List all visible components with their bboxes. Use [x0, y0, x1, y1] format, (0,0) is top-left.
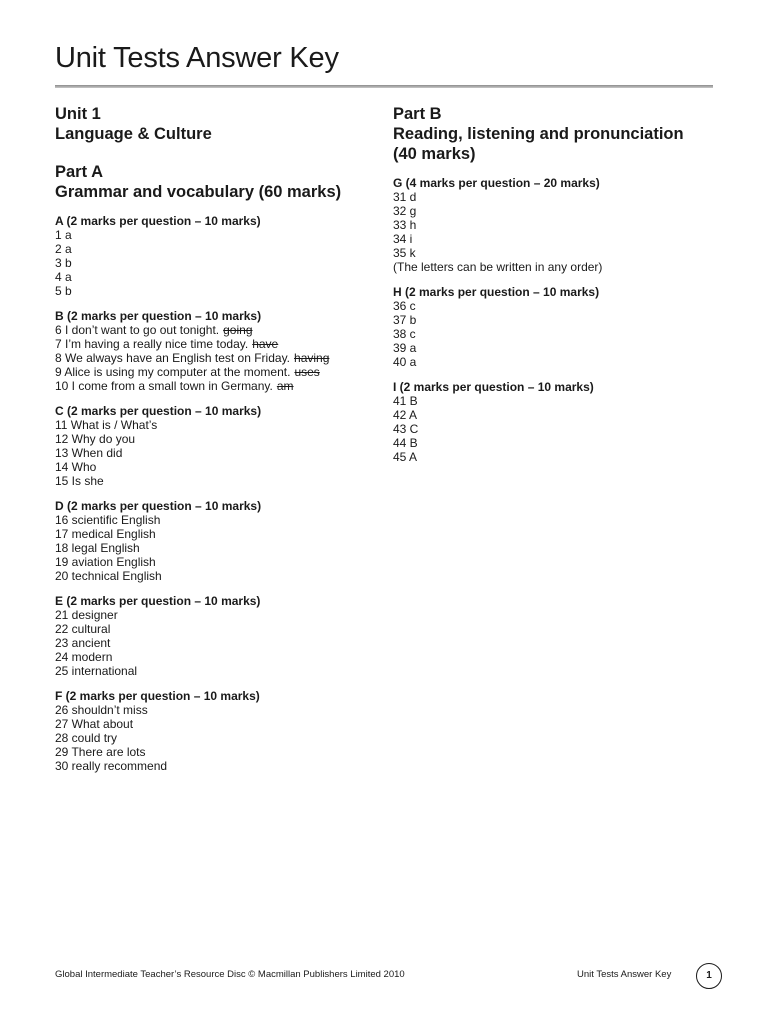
answer-line — [55, 717, 385, 731]
answer-line — [55, 664, 385, 678]
answer-line — [55, 337, 385, 351]
answer-text: 32 g — [393, 204, 417, 218]
answer-text: (The letters can be written in any order) — [393, 260, 603, 274]
answer-text: 31 d — [393, 190, 417, 204]
answer-line — [55, 365, 385, 379]
answer-line — [55, 418, 385, 432]
answer-line — [393, 327, 723, 341]
answer-text: 3 b — [55, 256, 72, 270]
answer-line — [55, 242, 385, 256]
answer-text: 35 k — [393, 246, 416, 260]
answer-line — [55, 513, 385, 527]
section-heading: G (4 marks per question – 20 marks) — [393, 176, 600, 190]
answer-text: 41 B — [393, 394, 418, 408]
answer-line — [55, 270, 385, 284]
answer-text: 13 When did — [55, 446, 123, 460]
answer-text: 45 A — [393, 450, 418, 464]
answer-line — [55, 636, 385, 650]
answer-line — [393, 355, 723, 369]
answer-text: 1 a — [55, 228, 72, 242]
answer-text: 40 a — [393, 355, 417, 369]
answer-line — [393, 299, 723, 313]
answer-text: 34 i — [393, 232, 413, 246]
section-heading: I (2 marks per question – 10 marks) — [393, 380, 594, 394]
struck-out-word: uses — [294, 365, 320, 379]
answer-section — [55, 689, 385, 773]
unit-heading: Unit 1 — [55, 105, 101, 123]
answer-text: 37 b — [393, 313, 417, 327]
section-heading: A (2 marks per question – 10 marks) — [55, 214, 261, 228]
answer-text: 22 cultural — [55, 622, 111, 636]
section-heading: E (2 marks per question – 10 marks) — [55, 594, 261, 608]
answer-line — [393, 394, 723, 408]
answer-text: 28 could try — [55, 731, 118, 745]
answer-line — [55, 555, 385, 569]
answer-text: 23 ancient — [55, 636, 111, 650]
section-heading: D (2 marks per question – 10 marks) — [55, 499, 262, 513]
answer-text: 16 scientific English — [55, 513, 161, 527]
answer-section — [393, 285, 723, 369]
answer-text: 17 medical English — [55, 527, 156, 541]
answer-text: 30 really recommend — [55, 759, 168, 773]
answer-text: 8 We always have an English test on Friday. — [55, 351, 291, 365]
answer-line — [55, 703, 385, 717]
answer-text: 4 a — [55, 270, 72, 284]
answer-line — [55, 527, 385, 541]
answer-text: 6 I don’t want to go out tonight. — [55, 323, 220, 337]
part-a-name-heading: Grammar and vocabulary (60 marks) — [55, 183, 342, 201]
answer-line — [55, 256, 385, 270]
unit-name-heading: Language & Culture — [55, 125, 212, 143]
answer-line — [393, 408, 723, 422]
page-title: Unit Tests Answer Key — [55, 42, 339, 74]
part-a-heading: Part A — [55, 163, 103, 181]
right-column — [393, 104, 723, 464]
answer-text: 12 Why do you — [55, 432, 136, 446]
answer-text: 14 Who — [55, 460, 97, 474]
part-b-heading: Part B — [393, 105, 442, 123]
struck-out-word: having — [294, 351, 330, 365]
answer-line — [55, 569, 385, 583]
answer-section — [393, 380, 723, 464]
answer-line — [55, 731, 385, 745]
answer-text: 29 There are lots — [55, 745, 146, 759]
answer-line — [393, 422, 723, 436]
part-b-name-line2: (40 marks) — [393, 145, 476, 163]
answer-text: 10 I come from a small town in Germany. — [55, 379, 273, 393]
answer-line — [393, 313, 723, 327]
answer-line — [393, 246, 723, 260]
struck-out-word: am — [276, 379, 294, 393]
answer-text: 36 c — [393, 299, 416, 313]
answer-text: 19 aviation English — [55, 555, 156, 569]
answer-line — [55, 759, 385, 773]
answer-line — [393, 341, 723, 355]
answer-section — [55, 404, 385, 488]
answer-text: 5 b — [55, 284, 72, 298]
answer-text: 24 modern — [55, 650, 113, 664]
struck-out-word: going — [223, 323, 253, 337]
answer-line — [393, 260, 723, 274]
answer-line — [55, 228, 385, 242]
answer-line — [55, 284, 385, 298]
answer-line — [55, 323, 385, 337]
left-column — [55, 104, 385, 773]
answer-text: 21 designer — [55, 608, 118, 622]
section-heading: C (2 marks per question – 10 marks) — [55, 404, 262, 418]
section-heading: F (2 marks per question – 10 marks) — [55, 689, 260, 703]
footer-copyright: Global Intermediate Teacher’s Resource Disc © Macmillan Publishers Limited 2010 — [55, 969, 405, 980]
part-b-name-line1: Reading, listening and pronunciation — [393, 125, 684, 143]
answer-line — [393, 204, 723, 218]
section-heading: B (2 marks per question – 10 marks) — [55, 309, 262, 323]
answer-text: 44 B — [393, 436, 418, 450]
answer-line — [55, 432, 385, 446]
footer-doc-title: Unit Tests Answer Key — [577, 969, 672, 980]
page-number-badge: 1 — [696, 963, 722, 989]
answer-text: 18 legal English — [55, 541, 140, 555]
right-sections — [393, 176, 723, 464]
answer-line — [393, 232, 723, 246]
answer-line — [55, 745, 385, 759]
answer-line — [55, 608, 385, 622]
title-divider — [55, 85, 713, 88]
answer-section — [55, 499, 385, 583]
answer-line — [55, 650, 385, 664]
answer-line — [393, 218, 723, 232]
section-heading: H (2 marks per question – 10 marks) — [393, 285, 600, 299]
left-sections — [55, 214, 385, 773]
answer-text: 33 h — [393, 218, 417, 232]
answer-line — [55, 351, 385, 365]
answer-text: 20 technical English — [55, 569, 162, 583]
answer-text: 9 Alice is using my computer at the moment. — [55, 365, 291, 379]
answer-line — [393, 190, 723, 204]
answer-text: 2 a — [55, 242, 72, 256]
answer-text: 26 shouldn’t miss — [55, 703, 148, 717]
answer-line — [55, 541, 385, 555]
answer-text: 39 a — [393, 341, 417, 355]
answer-text: 27 What about — [55, 717, 134, 731]
answer-section — [55, 594, 385, 678]
struck-out-word: have — [252, 337, 279, 351]
answer-line — [55, 379, 385, 393]
answer-line — [55, 474, 385, 488]
answer-section — [393, 176, 723, 274]
answer-line — [55, 622, 385, 636]
answer-text: 38 c — [393, 327, 416, 341]
answer-text: 7 I’m having a really nice time today. — [55, 337, 249, 351]
answer-text: 15 Is she — [55, 474, 104, 488]
answer-section — [55, 309, 385, 393]
answer-line — [55, 460, 385, 474]
answer-text: 43 C — [393, 422, 419, 436]
answer-line — [393, 450, 723, 464]
answer-text: 25 international — [55, 664, 138, 678]
answer-line — [393, 436, 723, 450]
answer-text: 42 A — [393, 408, 418, 422]
answer-section — [55, 214, 385, 298]
answer-line — [55, 446, 385, 460]
answer-text: 11 What is / What’s — [55, 418, 158, 432]
